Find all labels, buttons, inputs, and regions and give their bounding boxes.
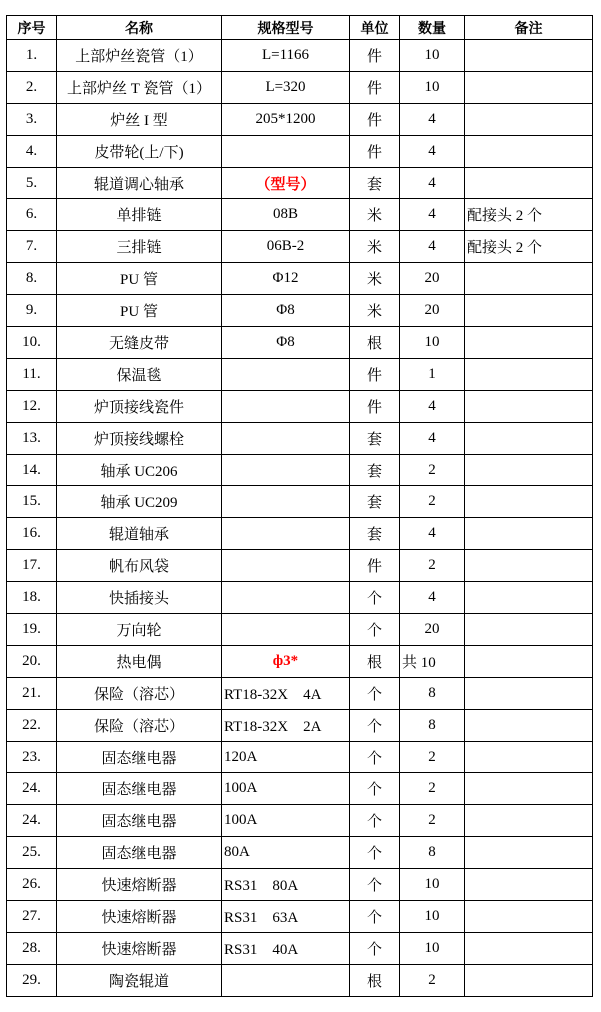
item-spec: L=320	[222, 71, 350, 103]
item-spec	[222, 454, 350, 486]
item-quantity: 4	[400, 103, 465, 135]
item-quantity: 2	[400, 741, 465, 773]
table-row	[7, 645, 593, 677]
row-index: 7.	[7, 231, 57, 263]
table-row	[7, 327, 593, 359]
item-name: 快速熔断器	[57, 932, 222, 964]
row-index: 19.	[7, 614, 57, 646]
table-row	[7, 837, 593, 869]
item-unit: 个	[350, 837, 400, 869]
row-index: 1.	[7, 40, 57, 72]
row-index: 23.	[7, 741, 57, 773]
row-index: 5.	[7, 167, 57, 199]
item-quantity: 2	[400, 964, 465, 996]
item-name: 炉顶接线瓷件	[57, 390, 222, 422]
item-unit: 个	[350, 773, 400, 805]
item-unit: 米	[350, 263, 400, 295]
item-spec: 100A	[222, 773, 350, 805]
row-index: 18.	[7, 582, 57, 614]
item-quantity: 4	[400, 199, 465, 231]
table-row	[7, 518, 593, 550]
item-quantity: 8	[400, 677, 465, 709]
item-unit: 个	[350, 741, 400, 773]
item-spec: L=1166	[222, 40, 350, 72]
item-spec: ф3*	[222, 645, 350, 677]
table-row	[7, 422, 593, 454]
row-index: 12.	[7, 390, 57, 422]
item-spec: 08B	[222, 199, 350, 231]
table-row	[7, 486, 593, 518]
header-spec: 规格型号	[222, 16, 350, 40]
row-index: 20.	[7, 645, 57, 677]
item-name: 固态继电器	[57, 805, 222, 837]
item-name: 炉丝 I 型	[57, 103, 222, 135]
item-unit: 件	[350, 135, 400, 167]
item-remarks	[465, 964, 593, 996]
item-name: 轴承 UC209	[57, 486, 222, 518]
item-unit: 米	[350, 231, 400, 263]
row-index: 9.	[7, 295, 57, 327]
item-quantity: 10	[400, 901, 465, 933]
item-unit: 件	[350, 550, 400, 582]
item-name: 快速熔断器	[57, 869, 222, 901]
row-index: 11.	[7, 358, 57, 390]
table-row	[7, 71, 593, 103]
table-row	[7, 295, 593, 327]
table-row	[7, 390, 593, 422]
item-spec: RS31 40A	[222, 932, 350, 964]
item-spec	[222, 358, 350, 390]
table-row	[7, 901, 593, 933]
item-name: 帆布风袋	[57, 550, 222, 582]
item-unit: 个	[350, 932, 400, 964]
item-remarks	[465, 677, 593, 709]
item-quantity: 10	[400, 869, 465, 901]
item-spec: RS31 80A	[222, 869, 350, 901]
table-row	[7, 135, 593, 167]
item-spec: Φ8	[222, 327, 350, 359]
item-quantity: 4	[400, 135, 465, 167]
item-name: 陶瓷辊道	[57, 964, 222, 996]
item-spec	[222, 390, 350, 422]
item-name: 轴承 UC206	[57, 454, 222, 486]
table-row	[7, 709, 593, 741]
item-spec	[222, 964, 350, 996]
item-quantity: 10	[400, 71, 465, 103]
item-quantity: 4	[400, 582, 465, 614]
item-quantity: 4	[400, 422, 465, 454]
row-index: 28.	[7, 932, 57, 964]
item-remarks	[465, 422, 593, 454]
item-name: 三排链	[57, 231, 222, 263]
item-spec	[222, 135, 350, 167]
item-remarks	[465, 773, 593, 805]
item-name: 皮带轮(上/下)	[57, 135, 222, 167]
item-quantity: 1	[400, 358, 465, 390]
row-index: 26.	[7, 869, 57, 901]
item-name: 固态继电器	[57, 773, 222, 805]
item-spec: 100A	[222, 805, 350, 837]
item-quantity: 2	[400, 486, 465, 518]
table-row	[7, 199, 593, 231]
item-unit: 套	[350, 454, 400, 486]
item-unit: 个	[350, 869, 400, 901]
item-remarks	[465, 486, 593, 518]
item-name: 固态继电器	[57, 837, 222, 869]
item-spec: 120A	[222, 741, 350, 773]
table-row	[7, 677, 593, 709]
header-quantity: 数量	[400, 16, 465, 40]
item-remarks	[465, 40, 593, 72]
table-row	[7, 263, 593, 295]
row-index: 17.	[7, 550, 57, 582]
item-unit: 套	[350, 422, 400, 454]
item-remarks	[465, 709, 593, 741]
row-index: 24.	[7, 773, 57, 805]
row-index: 25.	[7, 837, 57, 869]
item-unit: 件	[350, 390, 400, 422]
item-name: 保险（溶芯）	[57, 709, 222, 741]
item-quantity: 20	[400, 295, 465, 327]
table-row	[7, 40, 593, 72]
item-unit: 件	[350, 71, 400, 103]
row-index: 14.	[7, 454, 57, 486]
item-remarks	[465, 327, 593, 359]
table-row	[7, 805, 593, 837]
item-name: 辊道轴承	[57, 518, 222, 550]
item-quantity: 4	[400, 390, 465, 422]
item-quantity: 20	[400, 614, 465, 646]
item-quantity: 2	[400, 773, 465, 805]
item-name: PU 管	[57, 295, 222, 327]
row-index: 8.	[7, 263, 57, 295]
item-unit: 根	[350, 645, 400, 677]
item-name: 上部炉丝瓷管（1）	[57, 40, 222, 72]
item-remarks	[465, 263, 593, 295]
item-unit: 件	[350, 103, 400, 135]
item-spec: （型号）	[222, 167, 350, 199]
row-index: 13.	[7, 422, 57, 454]
table-row	[7, 773, 593, 805]
item-quantity: 4	[400, 231, 465, 263]
item-quantity: 共 10	[400, 645, 465, 677]
header-index: 序号	[7, 16, 57, 40]
item-remarks	[465, 741, 593, 773]
header-name: 名称	[57, 16, 222, 40]
item-unit: 套	[350, 486, 400, 518]
row-index: 24.	[7, 805, 57, 837]
item-unit: 个	[350, 677, 400, 709]
table-row	[7, 614, 593, 646]
row-index: 2.	[7, 71, 57, 103]
item-name: 辊道调心轴承	[57, 167, 222, 199]
item-quantity: 4	[400, 167, 465, 199]
item-quantity: 2	[400, 454, 465, 486]
item-name: 快速熔断器	[57, 901, 222, 933]
row-index: 16.	[7, 518, 57, 550]
item-spec: RS31 63A	[222, 901, 350, 933]
row-index: 21.	[7, 677, 57, 709]
item-quantity: 2	[400, 550, 465, 582]
item-name: 炉顶接线螺栓	[57, 422, 222, 454]
item-unit: 套	[350, 167, 400, 199]
item-unit: 个	[350, 709, 400, 741]
table-row	[7, 454, 593, 486]
item-quantity: 8	[400, 837, 465, 869]
table-row	[7, 358, 593, 390]
header-remarks: 备注	[465, 16, 593, 40]
table-row	[7, 741, 593, 773]
item-unit: 米	[350, 295, 400, 327]
item-name: 保温毯	[57, 358, 222, 390]
item-spec: Φ8	[222, 295, 350, 327]
item-remarks	[465, 614, 593, 646]
item-quantity: 2	[400, 805, 465, 837]
item-remarks	[465, 901, 593, 933]
item-unit: 个	[350, 582, 400, 614]
item-remarks	[465, 837, 593, 869]
row-index: 3.	[7, 103, 57, 135]
parts-table	[6, 15, 593, 997]
item-remarks: 配接头 2 个	[465, 199, 593, 231]
row-index: 4.	[7, 135, 57, 167]
item-name: 快插接头	[57, 582, 222, 614]
row-index: 27.	[7, 901, 57, 933]
item-remarks	[465, 390, 593, 422]
item-remarks	[465, 167, 593, 199]
item-remarks	[465, 932, 593, 964]
item-spec	[222, 550, 350, 582]
row-index: 6.	[7, 199, 57, 231]
table-row	[7, 550, 593, 582]
row-index: 15.	[7, 486, 57, 518]
item-spec	[222, 582, 350, 614]
table-row	[7, 167, 593, 199]
item-unit: 件	[350, 40, 400, 72]
item-remarks	[465, 135, 593, 167]
item-unit: 个	[350, 901, 400, 933]
row-index: 10.	[7, 327, 57, 359]
item-spec: RT18-32X 4A	[222, 677, 350, 709]
item-spec: 80A	[222, 837, 350, 869]
table-row	[7, 582, 593, 614]
item-spec	[222, 614, 350, 646]
item-remarks	[465, 295, 593, 327]
table-row	[7, 964, 593, 996]
item-unit: 个	[350, 805, 400, 837]
table-row	[7, 103, 593, 135]
item-spec	[222, 518, 350, 550]
item-name: 单排链	[57, 199, 222, 231]
table-row	[7, 869, 593, 901]
item-remarks	[465, 805, 593, 837]
item-unit: 根	[350, 964, 400, 996]
item-unit: 米	[350, 199, 400, 231]
item-remarks	[465, 71, 593, 103]
item-name: 无缝皮带	[57, 327, 222, 359]
item-remarks	[465, 103, 593, 135]
item-spec: Φ12	[222, 263, 350, 295]
item-remarks	[465, 454, 593, 486]
item-name: 上部炉丝 T 瓷管（1）	[57, 71, 222, 103]
item-remarks: 配接头 2 个	[465, 231, 593, 263]
item-name: 热电偶	[57, 645, 222, 677]
item-name: 万向轮	[57, 614, 222, 646]
table-row	[7, 231, 593, 263]
item-spec: 205*1200	[222, 103, 350, 135]
row-index: 22.	[7, 709, 57, 741]
item-name: PU 管	[57, 263, 222, 295]
item-quantity: 10	[400, 932, 465, 964]
header-unit: 单位	[350, 16, 400, 40]
item-name: 保险（溶芯）	[57, 677, 222, 709]
item-spec	[222, 422, 350, 454]
item-quantity: 4	[400, 518, 465, 550]
table-row	[7, 932, 593, 964]
item-quantity: 10	[400, 40, 465, 72]
header-row	[7, 16, 593, 40]
item-unit: 根	[350, 327, 400, 359]
item-quantity: 20	[400, 263, 465, 295]
item-remarks	[465, 582, 593, 614]
item-remarks	[465, 358, 593, 390]
item-spec: RT18-32X 2A	[222, 709, 350, 741]
item-remarks	[465, 518, 593, 550]
item-unit: 件	[350, 358, 400, 390]
item-remarks	[465, 645, 593, 677]
item-name: 固态继电器	[57, 741, 222, 773]
item-spec	[222, 486, 350, 518]
item-quantity: 10	[400, 327, 465, 359]
item-spec: 06B-2	[222, 231, 350, 263]
item-remarks	[465, 550, 593, 582]
item-unit: 个	[350, 614, 400, 646]
item-unit: 套	[350, 518, 400, 550]
item-quantity: 8	[400, 709, 465, 741]
item-remarks	[465, 869, 593, 901]
row-index: 29.	[7, 964, 57, 996]
